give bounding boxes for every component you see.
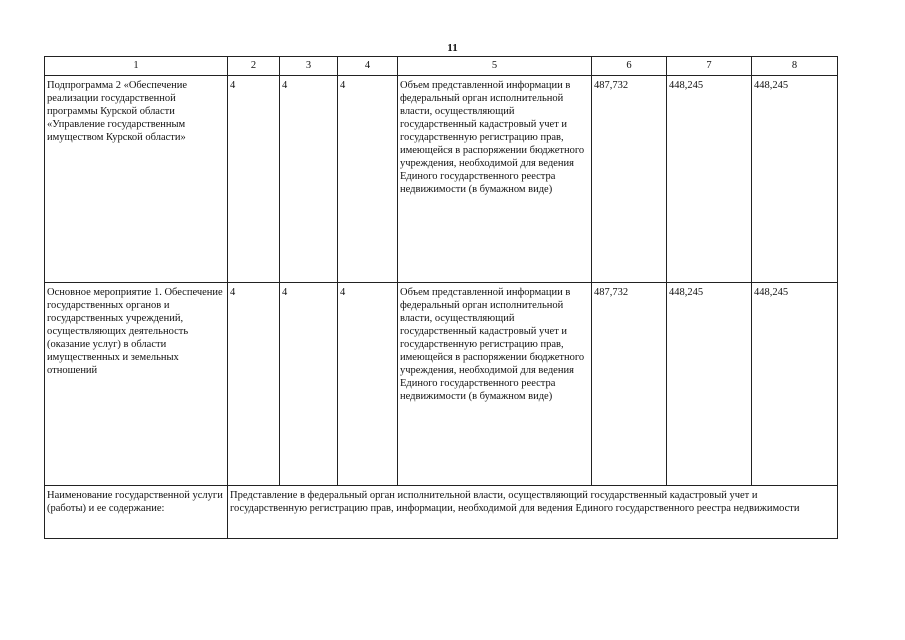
header-cell: 3 bbox=[280, 57, 338, 76]
table-row bbox=[45, 76, 838, 283]
value-cell: 487,732 bbox=[592, 76, 667, 283]
table-cell: 4 bbox=[280, 76, 338, 283]
table-cell: 4 bbox=[228, 76, 280, 283]
value-cell: 448,245 bbox=[752, 76, 838, 283]
indicator-cell: Объем представленной информации в федеральный орган исполнительной власти, осуществляющий государственный кадастровый учет и государственную регистрацию прав, имеющейся в распоряжении бюджетного учреждения, необходимой для ведения Единого государственного реестра недвижимости (в бумажном виде) bbox=[398, 76, 592, 283]
table-row bbox=[45, 283, 838, 486]
indicators-table bbox=[44, 56, 838, 539]
table-header-row bbox=[45, 57, 838, 76]
table-cell: 4 bbox=[338, 76, 398, 283]
program-name-cell: Подпрограмма 2 «Обеспечение реализации государственной программы Курской области «Управление государственным имуществом Курской области» bbox=[45, 76, 228, 283]
header-cell: 7 bbox=[667, 57, 752, 76]
header-cell: 5 bbox=[398, 57, 592, 76]
service-label-cell: Наименование государственной услуги (работы) и ее содержание: bbox=[45, 486, 228, 539]
indicator-cell: Объем представленной информации в федеральный орган исполнительной власти, осуществляющий государственный кадастровый учет и государственную регистрацию прав, имеющейся в распоряжении бюджетного учреждения, необходимой для ведения Единого государственного реестра недвижимости (в бумажном виде) bbox=[398, 283, 592, 486]
header-cell: 6 bbox=[592, 57, 667, 76]
value-cell: 448,245 bbox=[667, 283, 752, 486]
table-cell: 4 bbox=[280, 283, 338, 486]
value-cell: 448,245 bbox=[752, 283, 838, 486]
value-cell: 487,732 bbox=[592, 283, 667, 486]
table-row bbox=[45, 486, 838, 539]
table-cell: 4 bbox=[228, 283, 280, 486]
table-cell: 4 bbox=[338, 283, 398, 486]
header-cell: 4 bbox=[338, 57, 398, 76]
page-number: 11 bbox=[447, 42, 458, 54]
header-cell: 8 bbox=[752, 57, 838, 76]
header-cell: 1 bbox=[45, 57, 228, 76]
service-text-cell: Представление в федеральный орган исполнительной власти, осуществляющий государственный кадастровый учет и государственную регистрацию прав, информации, необходимой для ведения Единого государственного реестра недвижимости bbox=[228, 486, 838, 539]
value-cell: 448,245 bbox=[667, 76, 752, 283]
program-name-cell: Основное мероприятие 1. Обеспечение государственных органов и государственных учреждений, осуществляющих деятельность (оказание услуг) в области имущественных и земельных отношений bbox=[45, 283, 228, 486]
header-cell: 2 bbox=[228, 57, 280, 76]
